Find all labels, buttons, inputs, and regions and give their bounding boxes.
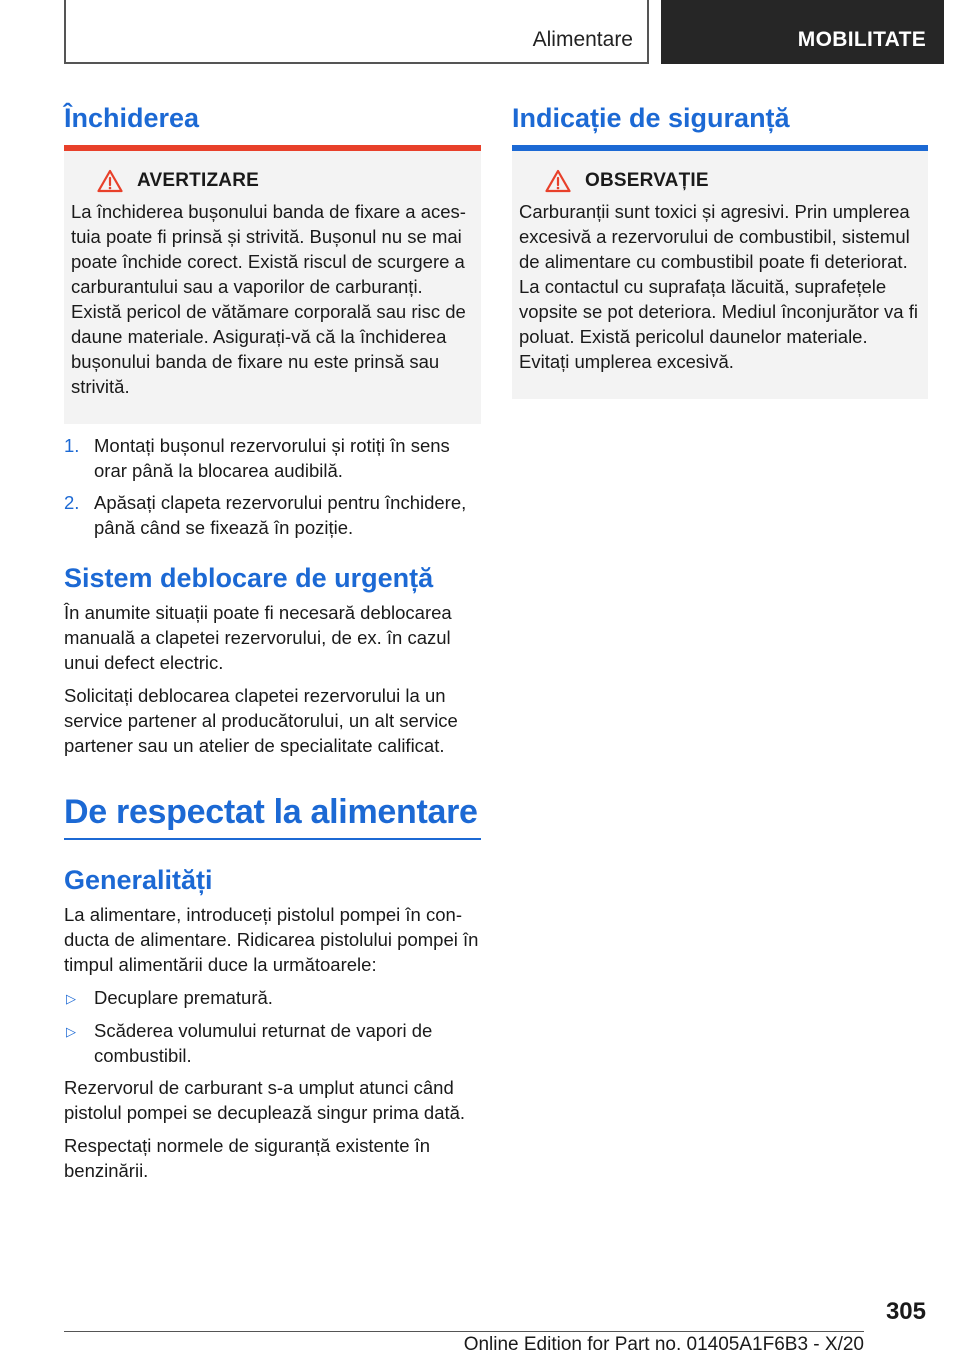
warning-label: AVERTIZARE	[137, 170, 259, 191]
general-intro: La alimentare, introduceți pistolul pompei în conducta de alimentare. Ridicarea pistolului pompei în timpul alimentării duce la următoarele:	[64, 904, 479, 975]
warning-triangle-icon	[97, 169, 123, 193]
step-text: Montați bușonul rezervorului și rotiți în sens orar până la blocarea audibilă.	[94, 435, 450, 481]
warning-header	[71, 169, 474, 193]
warning-text: La închiderea bușonului banda de fixare a acestuia poate fi prinsă și strivită. Bușonul nu se mai poate închide corect. Există riscul de scurgere a carburantului sau a vaporilor de carburanți. Există pericol de vătămare corporală sau risc de daune materiale. Asigurați-vă că la închiderea bușonului banda de fixare nu este prinsă sau strivită.	[71, 201, 466, 397]
triangle-right-icon: ▷	[66, 1024, 76, 1039]
page-number: 305	[885, 1298, 926, 1325]
refuel-heading-rule	[64, 838, 481, 840]
list-item	[64, 1018, 481, 1068]
step-number: 2.	[64, 492, 80, 513]
emergency-paragraph-2: Solicitați deblocarea clapetei rezervorului la un service partener al producătorului, un alt service partener sau un atelier de specialitate calificat.	[64, 685, 458, 756]
closing-steps	[64, 433, 481, 540]
notice-label: OBSERVAȚIE	[585, 170, 709, 191]
list-item-text: Scăderea volumului returnat de vapori de combustibil.	[94, 1020, 433, 1066]
list-item	[64, 985, 481, 1011]
closing-heading: Închiderea	[64, 103, 200, 133]
header-section-title: Alimentare	[532, 28, 633, 51]
right-column	[512, 96, 928, 399]
header-chapter-tab	[661, 0, 944, 64]
step-item	[64, 433, 481, 483]
step-number: 1.	[64, 435, 80, 456]
notice-header	[519, 169, 921, 193]
emergency-heading: Sistem deblocare de urgență	[64, 563, 434, 593]
tank-full-paragraph: Rezervorul de carburant s-a umplut atunci când pistolul pompei se decuplează singur prima dată.	[64, 1077, 466, 1123]
warning-triangle-icon	[545, 169, 571, 193]
list-item-text: Decuplare prematură.	[94, 987, 273, 1008]
safety-rules-paragraph: Respectați normele de siguranță existente în benzinării.	[64, 1135, 431, 1181]
effects-list	[64, 985, 481, 1068]
footer-edition: Online Edition for Part no. 01405A1F6B3 - X/20	[463, 1334, 864, 1355]
safety-heading: Indicație de siguranță	[512, 103, 790, 133]
general-heading: Generalități	[64, 865, 213, 895]
refuel-heading: De respectat la alimentare	[64, 793, 478, 831]
left-column	[64, 96, 481, 1183]
warning-box	[64, 151, 481, 424]
triangle-right-icon: ▷	[66, 991, 76, 1006]
notice-box	[512, 151, 928, 399]
header-section-tab	[64, 0, 649, 64]
step-item	[64, 490, 481, 540]
notice-text: Carburanții sunt toxici și agresivi. Prin umplerea excesivă a rezervorului de combustibil, sistemul de alimentare cu combustibil poate fi deteriorat. La contactul cu suprafața lăcuită, suprafețele vopsite se pot deteriora. Mediul înconjurător va fi poluat. Există pericolul daunelor materiale. Evitați umplerea excesivă.	[519, 201, 918, 372]
footer-rule	[64, 1331, 864, 1332]
header-chapter-title: MOBILITATE	[797, 28, 926, 51]
step-text: Apăsați clapeta rezervorului pentru închidere, până când se fixează în poziție.	[94, 492, 467, 538]
emergency-paragraph-1: În anumite situații poate fi necesară deblocarea manuală a clapetei rezervorului, de ex. în cazul unui defect electric.	[64, 602, 452, 673]
